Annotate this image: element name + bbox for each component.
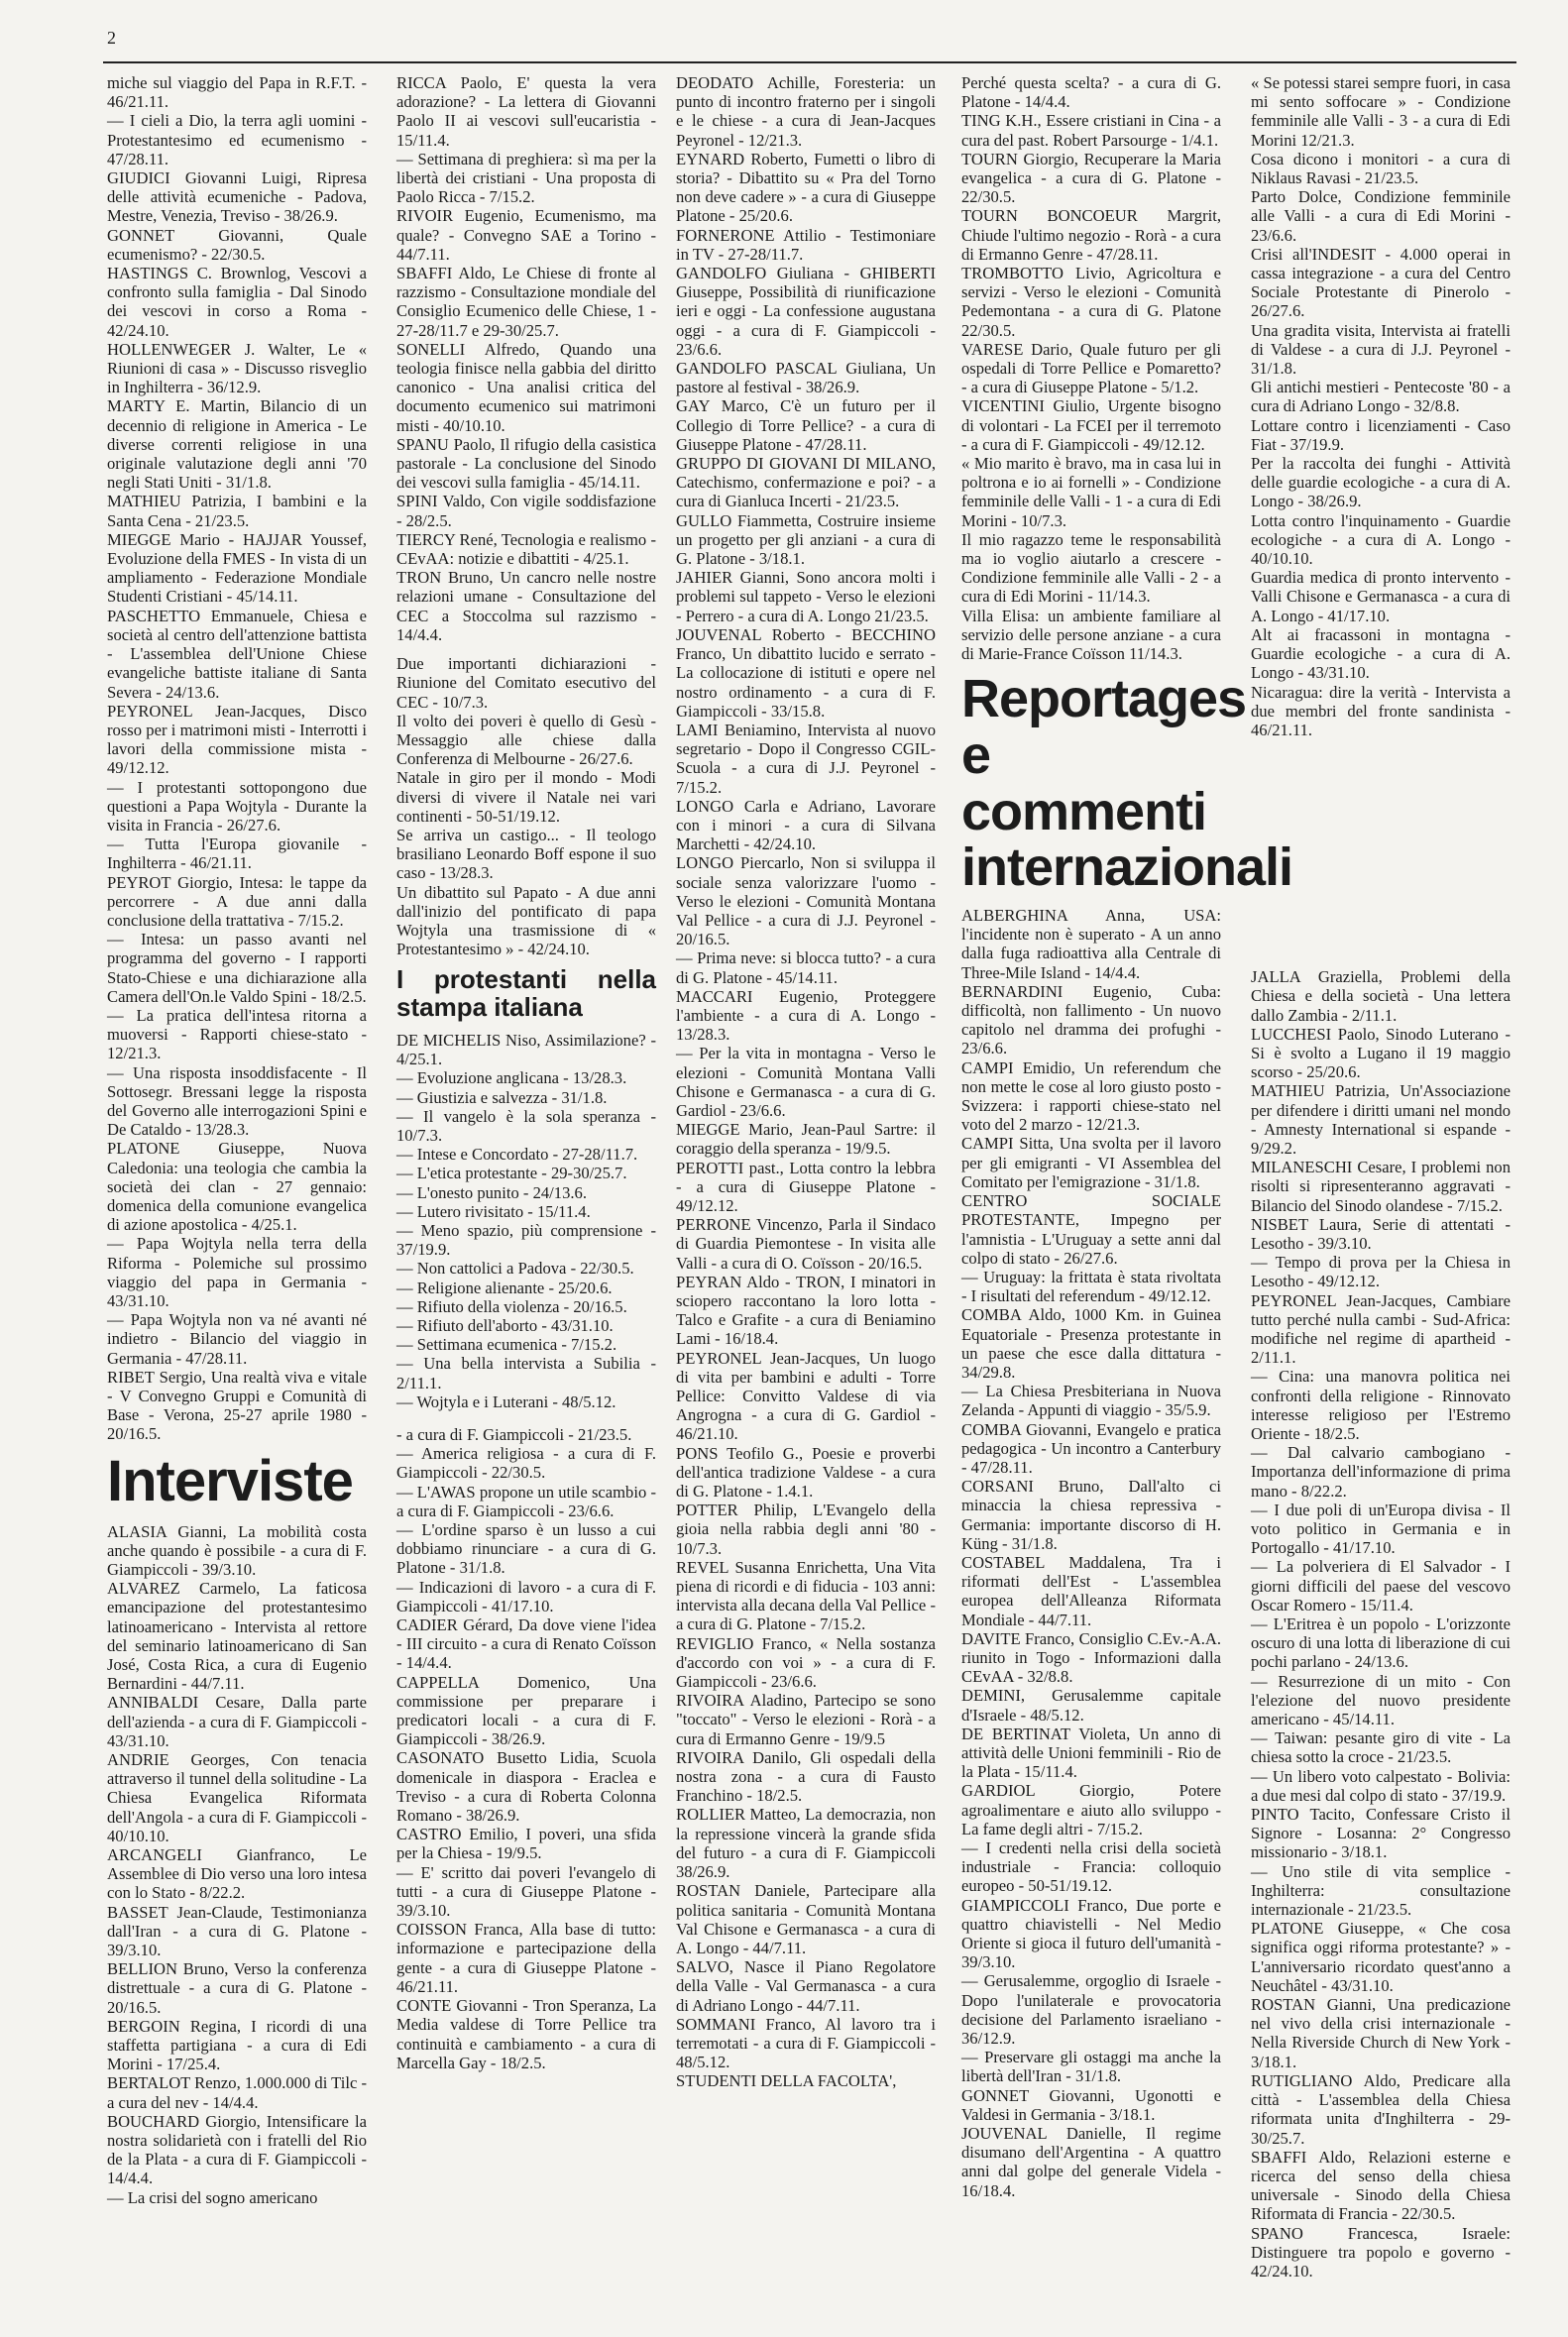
index-entry: TRON Bruno, Un cancro nelle nostre relazioni umane - Consultazione del CEC a Stoccolma sul razzismo - 14/4.4. <box>396 568 656 644</box>
index-entry: CADIER Gérard, Da dove viene l'idea - III circuito - a cura di Renato Coïsson - 14/4.4. <box>396 1615 656 1673</box>
index-entry: Lottare contro i licenziamenti - Caso Fiat - 37/19.9. <box>1251 415 1511 454</box>
index-entry: SBAFFI Aldo, Relazioni esterne e ricerca del senso della chiesa universale - Sinodo della Chiesa Riformata di Francia - 22/30.5. <box>1251 2147 1511 2224</box>
index-entry: — Settimana ecumenica - 7/15.2. <box>396 1335 617 1355</box>
index-entry: — Rifiuto dell'aborto - 43/31.10. <box>396 1315 614 1335</box>
section-heading: Reportages e commenti internazionali <box>961 669 1293 898</box>
index-entry: BASSET Jean-Claude, Testimonianza dall'Iran - a cura di G. Platone - 39/3.10. <box>107 1902 367 1959</box>
index-entry: LONGO Carla e Adriano, Lavorare con i minori - a cura di Silvana Marchetti - 42/24.10. <box>676 796 936 854</box>
index-entry: — Rifiuto della violenza - 20/16.5. <box>396 1296 627 1316</box>
index-entry: — Preservare gli ostaggi ma anche la libertà dell'Iran - 31/1.8. <box>961 2048 1221 2086</box>
index-entry: ROLLIER Matteo, La democrazia, non la repressione vincerà la grande sfida del futuro - a cura di F. Giampiccoli 38/26.9. <box>676 1805 936 1882</box>
index-entry: — Cina: una manovra politica nei confronti della religione - Rinnovato interesse religioso per l'Estremo Oriente - 18/2.5. <box>1251 1367 1511 1443</box>
index-entry: — L'etica protestante - 29-30/25.7. <box>396 1164 627 1183</box>
index-entry: DEMINI, Gerusalemme capitale d'Israele - 48/5.12. <box>961 1686 1221 1725</box>
index-entry: ROSTAN Gianni, Una predicazione nel vivo della crisi internazionale - Nella Riverside Church di New York - 3/18.1. <box>1251 1995 1511 2071</box>
index-entry: VICENTINI Giulio, Urgente bisogno di volontari - La FCEI per il terremoto - a cura di F. Giampiccoli - 49/12.12. <box>961 396 1221 454</box>
index-entry: Nicaragua: dire la verità - Intervista a due membri del fronte sandinista - 46/21.11. <box>1251 682 1511 739</box>
spacer <box>396 644 656 654</box>
column-1 <box>107 73 367 2207</box>
index-entry: — Indicazioni di lavoro - a cura di F. Giampiccoli - 41/17.10. <box>396 1577 656 1615</box>
index-entry: Gli antichi mestieri - Pentecoste '80 - a cura di Adriano Longo - 32/8.8. <box>1251 378 1511 416</box>
index-entry: TOURN Giorgio, Recuperare la Maria evangelica - a cura di G. Platone - 22/30.5. <box>961 149 1221 207</box>
column-5 <box>1251 73 1511 2281</box>
index-entry: — L'Eritrea è un popolo - L'orizzonte oscuro di una lotta di liberazione di cui pochi parlano - 24/13.6. <box>1251 1614 1511 1672</box>
index-entry: Cosa dicono i monitori - a cura di Niklaus Ravasi - 21/23.5. <box>1251 149 1511 188</box>
index-entry: CORSANI Bruno, Dall'alto ci minaccia la chiesa repressiva - Germania: importante discorso di H. Küng - 31/1.8. <box>961 1477 1221 1553</box>
index-entry: — I protestanti sottopongono due questioni a Papa Wojtyla - Durante la visita in Francia - 26/27.6. <box>107 777 367 835</box>
index-entry: ARCANGELI Gianfranco, Le Assemblee di Dio verso una loro intesa con lo Stato - 8/22.2. <box>107 1844 367 1903</box>
index-entry: — I credenti nella crisi della società industriale - Francia: colloquio europeo - 50-51/19.12. <box>961 1838 1221 1896</box>
index-entry: PEROTTI past., Lotta contro la lebbra - a cura di Giuseppe Platone - 49/12.12. <box>676 1158 936 1215</box>
index-entry: MATHIEU Patrizia, I bambini e la Santa Cena - 21/23.5. <box>107 492 367 530</box>
index-entry: COSTABEL Maddalena, Tra i riformati dell'Est - L'assemblea europea dell'Alleanza Riformata Mondiale - 44/7.11. <box>961 1552 1221 1629</box>
index-entry: RUTIGLIANO Aldo, Predicare alla città - L'assemblea della Chiesa riformata unita d'Inghilterra - 29-30/25.7. <box>1251 2070 1511 2148</box>
index-entry: miche sul viaggio del Papa in R.F.T. - 46/21.11. <box>107 73 367 112</box>
column-3 <box>676 73 936 2091</box>
index-entry: GANDOLFO PASCAL Giuliana, Un pastore al festival - 38/26.9. <box>676 359 936 397</box>
index-entry: — Papa Wojtyla nella terra della Riforma - Polemiche sul prossimo viaggio del papa in Germania - 43/31.10. <box>107 1234 367 1310</box>
index-entry: — Meno spazio, più comprensione - 37/19.9. <box>396 1220 656 1260</box>
index-entry: — E' scritto dai poveri l'evangelo di tutti - a cura di Giuseppe Platone - 39/3.10. <box>396 1862 656 1921</box>
index-entry: Crisi all'INDESIT - 4.000 operai in cassa integrazione - a cura del Centro Sociale Protestante di Pinerolo - 26/27.6. <box>1251 244 1511 321</box>
index-entry: — Settimana di preghiera: sì ma per la libertà dei cristiani - Una proposta di Paolo Ricca - 7/15.2. <box>396 149 656 207</box>
index-entry: REVEL Susanna Enrichetta, Una Vita piena di ricordi e di fiducia - 103 anni: intervista alla decana della Val Pellice - a cura di G. Platone - 7/15.2. <box>676 1557 936 1634</box>
index-entry: CAMPI Sitta, Una svolta per il lavoro per gli emigranti - VI Assemblea del Comitato per l'emigrazione - 31/1.8. <box>961 1134 1221 1191</box>
index-entry: RIVOIR Eugenio, Ecumenismo, ma quale? - Convegno SAE a Torino - 44/7.11. <box>396 206 656 264</box>
index-entry: — Gerusalemme, orgoglio di Israele - Dopo l'unilaterale e provocatoria decisione del Parlamento israeliano - 36/12.9. <box>961 1971 1221 2049</box>
index-entry: — La pratica dell'intesa ritorna a muoversi - Rapporti chiese-stato - 12/21.3. <box>107 1005 367 1063</box>
index-entry: — Lutero rivisitato - 15/11.4. <box>396 1201 591 1221</box>
index-entry: RICCA Paolo, E' questa la vera adorazione? - La lettera di Giovanni Paolo II ai vescovi sull'eucaristia - 15/11.4. <box>396 73 656 150</box>
index-entry: GULLO Fiammetta, Costruire insieme un progetto per gli anziani - a cura di G. Platone - 3/18.1. <box>676 510 936 569</box>
index-entry: PLATONE Giuseppe, Nuova Caledonia: una teologia che cambia la società dei clan - 27 gennaio: domenica della comunione evangelica di azione apostolica - 4/25.1. <box>107 1139 367 1235</box>
index-entry: REVIGLIO Franco, « Nella sostanza d'accordo con voi » - a cura di F. Giampiccoli - 23/6.6. <box>676 1633 936 1692</box>
index-entry: CASONATO Busetto Lidia, Scuola domenicale in diaspora - Eraclea e Treviso - a cura di Roberta Colonna Romano - 38/26.9. <box>396 1748 656 1826</box>
index-entry: DE MICHELIS Niso, Assimilazione? - 4/25.1. <box>396 1030 656 1069</box>
page-number: 2 <box>107 28 116 48</box>
index-entry: SOMMANI Franco, Al lavoro tra i terremotati - a cura di F. Giampiccoli - 48/5.12. <box>676 2014 936 2072</box>
index-entry: ALASIA Gianni, La mobilità costa anche quando è possibile - a cura di F. Giampiccoli - 39/3.10. <box>107 1521 367 1579</box>
index-entry: Natale in giro per il mondo - Modi diversi di vivere il Natale nei vari continenti - 50-51/19.12. <box>396 768 656 826</box>
index-entry: PERRONE Vincenzo, Parla il Sindaco di Guardia Piemontese - In visita alle Valli - a cura di O. Coïsson - 20/16.5. <box>676 1215 936 1273</box>
index-entry: Per la raccolta dei funghi - Attività delle guardie ecologiche - a cura di A. Longo - 38/26.9. <box>1251 454 1511 511</box>
section-heading: Interviste <box>107 1448 353 1513</box>
index-entry: PEYRONEL Jean-Jacques, Cambiare tutto perché nulla cambi - Sud-Africa: modifiche nel regime di apartheid - 2/11.1. <box>1251 1290 1511 1368</box>
index-entry: — Papa Wojtyla non va né avanti né indietro - Bilancio del viaggio in Germania - 47/28.11. <box>107 1310 367 1368</box>
index-entry: — Giustizia e salvezza - 31/1.8. <box>396 1087 608 1107</box>
index-entry: CONTE Giovanni - Tron Speranza, La Media valdese di Torre Pellice tra continuità e cambiamento - a cura di Marcella Gay - 18/2.5. <box>396 1996 656 2072</box>
index-entry: DAVITE Franco, Consiglio C.Ev.-A.A. riunito in Togo - Informazioni dalla CEvAA - 32/8.8. <box>961 1628 1221 1687</box>
index-entry: MARTY E. Martin, Bilancio di un decennio di religione in America - Le diverse correnti religiose in una originale valutazione degli anni '70 negli Stati Uniti - 31/1.8. <box>107 396 367 493</box>
index-entry: Alt ai fracassoni in montagna - Guardie ecologiche - a cura di A. Longo - 43/31.10. <box>1251 624 1511 683</box>
index-entry: Il mio ragazzo teme le responsabilità ma io voglio aiutarlo a crescere - Condizione femminile alle Valli - 2 - a cura di Edi Morini - 11/14.3. <box>961 529 1221 607</box>
index-entry: — L'AWAS propone un utile scambio - a cura di F. Giampiccoli - 23/6.6. <box>396 1482 656 1520</box>
index-entry: RIVOIRA Aladino, Partecipo se sono "toccato" - Verso le elezioni - Rorà - a cura di Ermanno Genre - 19/9.5 <box>676 1691 936 1748</box>
index-entry: — La Chiesa Presbiteriana in Nuova Zelanda - Appunti di viaggio - 35/5.9. <box>961 1382 1221 1420</box>
index-entry: ANDRIE Georges, Con tenacia attraverso il tunnel della solitudine - La Chiesa Evangelica Riformata dell'Angola - a cura di F. Giampiccoli - 40/10.10. <box>107 1749 367 1845</box>
column-2 <box>396 73 656 2072</box>
index-entry: ALBERGHINA Anna, USA: l'incidente non è superato - A un anno dalla fuga radioattiva alla Centrale di Three-Mile Island - 14/4.4. <box>961 906 1221 982</box>
index-entry: VARESE Dario, Quale futuro per gli ospedali di Torre Pellice e Pomaretto? - a cura di Giuseppe Platone - 5/1.2. <box>961 339 1221 397</box>
index-entry: — Prima neve: si blocca tutto? - a cura di G. Platone - 45/14.11. <box>676 948 936 987</box>
index-entry: TROMBOTTO Livio, Agricoltura e servizi - Verso le elezioni - Comunità Pedemontana - a cura di G. Platone 22/30.5. <box>961 264 1221 340</box>
section-heading: I protestanti nella stampa italiana <box>396 964 656 1022</box>
index-entry: GONNET Giovanni, Quale ecumenismo? - 22/30.5. <box>107 225 367 264</box>
index-entry: PEYRONEL Jean-Jacques, Disco rosso per i matrimoni misti - Interrotti i lavori della commissione mista - 49/12.12. <box>107 701 367 778</box>
index-entry: — Intesa: un passo avanti nel programma del governo - I rapporti Stato-Chiese e una dichiarazione alla Camera dell'On.le Valdo Spini - 18/2.5. <box>107 930 367 1006</box>
index-entry: Un dibattito sul Papato - A due anni dall'inizio del pontificato di papa Wojtyla una trasmissione di « Protestantesimo » - 42/24.10. <box>396 882 656 959</box>
index-entry: COMBA Aldo, 1000 Km. in Guinea Equatoriale - Presenza protestante in un paese che esce dalla dittatura - 34/29.8. <box>961 1305 1221 1382</box>
index-entry: — Resurrezione di un mito - Con l'elezione del nuovo presidente americano - 45/14.11. <box>1251 1671 1511 1729</box>
index-entry: — Una risposta insoddisfacente - Il Sottosegr. Bressani legge la risposta del Governo alle interrogazioni Spini e De Cataldo - 13/28.3. <box>107 1062 367 1140</box>
index-entry: — L'onesto punito - 24/13.6. <box>396 1182 587 1202</box>
index-entry: GIUDICI Giovanni Luigi, Ripresa delle attività ecumeniche - Padova, Mestre, Venezia, Treviso - 38/26.9. <box>107 168 367 226</box>
index-entry: SBAFFI Aldo, Le Chiese di fronte al razzismo - Consultazione mondiale del Consiglio Ecumenico delle Chiese, 1 - 27-28/11.7 e 29-30/25.7. <box>396 264 656 340</box>
index-entry: — I cieli a Dio, la terra agli uomini - Protestantesimo ed ecumenismo - 47/28.11. <box>107 111 367 168</box>
index-entry: MACCARI Eugenio, Proteggere l'ambiente - a cura di A. Longo - 13/28.3. <box>676 986 936 1045</box>
index-entry: BERNARDINI Eugenio, Cuba: difficoltà, non fallimento - Un nuovo capitolo nel dramma dei profughi - 23/6.6. <box>961 981 1221 1058</box>
index-entry: BERGOIN Regina, I ricordi di una staffetta partigiana - a cura di Edi Morini - 17/25.4. <box>107 2016 367 2074</box>
index-entry: TIERCY René, Tecnologia e realismo - CEvAA: notizie e dibattiti - 4/25.1. <box>396 529 656 569</box>
index-entry: Parto Dolce, Condizione femminile alle Valli - a cura di Edi Morini - 23/6.6. <box>1251 187 1511 245</box>
index-entry: — Wojtyla e i Luterani - 48/5.12. <box>396 1391 616 1411</box>
index-entry: Perché questa scelta? - a cura di G. Platone - 14/4.4. <box>961 73 1221 112</box>
index-entry: GAY Marco, C'è un futuro per il Collegio di Torre Pellice? - a cura di Giuseppe Platone - 47/28.11. <box>676 396 936 454</box>
index-entry: GONNET Giovanni, Ugonotti e Valdesi in Germania - 3/18.1. <box>961 2085 1221 2124</box>
index-entry: JOUVENAL Roberto - BECCHINO Franco, Un dibattito lucido e serrato - La collocazione di istituti e opere nel nostro ordinamento - a cura di F. Giampiccoli - 33/15.8. <box>676 624 936 721</box>
index-entry: « Se potessi starei sempre fuori, in casa mi sento soffocare » - Condizione femminile alle Valli - 3 - a cura di Edi Morini 12/21.3. <box>1251 73 1511 150</box>
index-entry: « Mio marito è bravo, ma in casa lui in poltrona e io ai fornelli » - Condizione femminile delle Valli - 1 - a cura di Edi Morini - 10/7.3. <box>961 454 1221 530</box>
index-entry: TING K.H., Essere cristiani in Cina - a cura del past. Robert Parsourge - 1/4.1. <box>961 111 1221 150</box>
index-entry: SPANU Paolo, Il rifugio della casistica pastorale - La conclusione del Sinodo dei vescovi sulla famiglia - 45/14.11. <box>396 434 656 493</box>
index-entry: Due importanti dichiarazioni - Riunione del Comitato esecutivo del CEC - 10/7.3. <box>396 654 656 712</box>
header-rule <box>103 61 1516 63</box>
index-entry: PEYRONEL Jean-Jacques, Un luogo di vita per bambini e adulti - Torre Pellice: Convitto Valdese di via Angrogna - a cura di G. Gardiol - 46/21.10. <box>676 1348 936 1444</box>
index-entry: CENTRO SOCIALE PROTESTANTE, Impegno per l'amnistia - L'Uruguay a sette anni dal colpo di stato - 26/27.6. <box>961 1191 1221 1268</box>
index-entry: JOUVENAL Danielle, Il regime disumano dell'Argentina - A quattro anni dal golpe del generale Videla - 16/18.4. <box>961 2124 1221 2200</box>
index-entry: — Non cattolici a Padova - 22/30.5. <box>396 1259 634 1279</box>
index-entry: MIEGGE Mario - HAJJAR Youssef, Evoluzione della FMES - In vista di un ampliamento - Federazione Mondiale Studenti Cristiani - 45/14.11. <box>107 529 367 607</box>
index-entry: ANNIBALDI Cesare, Dalla parte dell'azienda - a cura di F. Giampiccoli - 43/31.10. <box>107 1693 367 1750</box>
spacer <box>396 1411 656 1425</box>
index-entry: — Taiwan: pesante giro di vite - La chiesa sotto la croce - 21/23.5. <box>1251 1728 1511 1767</box>
index-entry: GANDOLFO Giuliana - GHIBERTI Giuseppe, Possibilità di riunificazione ieri e oggi - La confessione augustana oggi - a cura di F. Giampiccoli - 23/6.6. <box>676 264 936 359</box>
index-entry: — Uruguay: la frittata è stata rivoltata - I risultati del referendum - 49/12.12. <box>961 1267 1221 1306</box>
index-entry: — Una bella intervista a Subilia - 2/11.1. <box>396 1354 656 1392</box>
index-entry: ALVAREZ Carmelo, La faticosa emancipazione del protestantesimo latinoamericano - Intervista al rettore del seminario latinoamericano di San José, Costa Rica, a cura di Eugenio Bernardini - 44/7.11. <box>107 1579 367 1694</box>
index-entry: Il volto dei poveri è quello di Gesù - Messaggio alle chiese dalla Conferenza di Melbourne - 26/27.6. <box>396 711 656 769</box>
index-entry: HASTINGS C. Brownlog, Vescovi a confronto sulla famiglia - Dal Sinodo dei vescovi in corso a Roma - 42/24.10. <box>107 264 367 340</box>
index-entry: LAMI Beniamino, Intervista al nuovo segretario - Dopo il Congresso CGIL- Scuola - a cura di J.J. Peyronel - 7/15.2. <box>676 720 936 797</box>
index-entry: Villa Elisa: un ambiente familiare al servizio delle persone anziane - a cura di Marie-France Coïsson 11/14.3. <box>961 606 1221 664</box>
index-entry: — Per la vita in montagna - Verso le elezioni - Comunità Montana Valli Chisone e Germanasca - a cura di G. Gardiol - 23/6.6. <box>676 1044 936 1120</box>
index-entry: — La crisi del sogno americano <box>107 2187 318 2207</box>
index-entry: GRUPPO DI GIOVANI DI MILANO, Catechismo, confermazione e poi? - a cura di Gianluca Incerti - 21/23.5. <box>676 454 936 511</box>
column-4 <box>961 73 1293 2200</box>
index-entry: STUDENTI DELLA FACOLTA', <box>676 2071 897 2091</box>
index-entry: MATHIEU Patrizia, Un'Associazione per difendere i diritti umani nel mondo - Amnesty International si espande - 9/29.2. <box>1251 1081 1511 1158</box>
index-entry: PASCHETTO Emmanuele, Chiesa e società al centro dell'attenzione battista - L'assemblea dell'Unione Chiese evangeliche battiste italiane di Santa Severa - 24/13.6. <box>107 606 367 702</box>
index-entry: JALLA Graziella, Problemi della Chiesa e della società - Una lettera dallo Zambia - 2/11.1. <box>1251 967 1511 1025</box>
index-entry: BERTALOT Renzo, 1.000.000 di Tilc - a cura del nev - 14/4.4. <box>107 2073 367 2112</box>
index-entry: CAMPI Emidio, Un referendum che non mette le cose al loro giusto posto - Svizzera: i rapporti chiese-stato nel voto del 2 marzo - 12/21.3. <box>961 1057 1221 1135</box>
index-entry: — Dal calvario cambogiano - Importanza dell'informazione di prima mano - 8/22.2. <box>1251 1443 1511 1501</box>
index-entry: LUCCHESI Paolo, Sinodo Luterano - Si è svolto a Lugano il 19 maggio scorso - 25/20.6. <box>1251 1024 1511 1082</box>
index-entry: — L'ordine sparso è un lusso a cui dobbiamo rinunciare - a cura di G. Platone - 31/1.8. <box>396 1520 656 1578</box>
index-entry: ROSTAN Daniele, Partecipare alla politica sanitaria - Comunità Montana Val Chisone e Germanasca - a cura di A. Longo - 44/7.11. <box>676 1881 936 1957</box>
index-entry: CAPPELLA Domenico, Una commissione per preparare i predicatori locali - a cura di F. Giampiccoli - 38/26.9. <box>396 1672 656 1749</box>
index-entry: PINTO Tacito, Confessare Cristo il Signore - Losanna: 2° Congresso missionario - 3/18.1. <box>1251 1805 1511 1862</box>
index-entry: SPINI Valdo, Con vigile soddisfazione - 28/2.5. <box>396 492 656 530</box>
index-entry: — Tempo di prova per la Chiesa in Lesotho - 49/12.12. <box>1251 1253 1511 1291</box>
index-entry: — America religiosa - a cura di F. Giampiccoli - 22/30.5. <box>396 1444 656 1483</box>
index-entry: MIEGGE Mario, Jean-Paul Sartre: il coraggio della speranza - 19/9.5. <box>676 1120 936 1159</box>
index-entry: PEYROT Giorgio, Intesa: le tappe da percorrere - A due anni dalla conclusione della trattativa - 7/15.2. <box>107 872 367 930</box>
index-entry: — Evoluzione anglicana - 13/28.3. <box>396 1068 627 1088</box>
index-entry: NISBET Laura, Serie di attentati - Lesotho - 39/3.10. <box>1251 1214 1511 1253</box>
index-entry: SPANO Francesca, Israele: Distinguere tra popolo e governo - 42/24.10. <box>1251 2223 1511 2281</box>
index-entry: PLATONE Giuseppe, « Che cosa significa oggi riforma protestante? » - L'anniversario ricordato quest'anno a Neuchâtel - 43/31.10. <box>1251 1919 1511 1995</box>
index-entry: EYNARD Roberto, Fumetti o libro di storia? - Dibattito su « Pra del Torno non deve cadere » - a cura di Giuseppe Platone - 25/20.6. <box>676 149 936 226</box>
index-entry: JAHIER Gianni, Sono ancora molti i problemi sul tappeto - Verso le elezioni - Perrero - a cura di A. Longo 21/23.5. <box>676 568 936 625</box>
index-entry: — Tutta l'Europa giovanile - Inghilterra - 46/21.11. <box>107 835 367 873</box>
index-entry: — Uno stile di vita semplice - Inghilterra: consultazione internazionale - 21/23.5. <box>1251 1861 1511 1920</box>
index-entry: — Il vangelo è la sola speranza - 10/7.3. <box>396 1106 656 1145</box>
index-entry: — Religione alienante - 25/20.6. <box>396 1278 613 1297</box>
index-entry: — I due poli di un'Europa divisa - Il voto politico in Germania e in Portogallo - 41/17.10. <box>1251 1500 1511 1558</box>
index-entry: SONELLI Alfredo, Quando una teologia finisce nella gabbia del diritto canonico - Una analisi critica del documento ecumenico sui matrimoni misti - 40/10.10. <box>396 339 656 435</box>
index-entry: DE BERTINAT Violeta, Un anno di attività delle Unioni femminili - Rio de la Plata - 15/11.4. <box>961 1724 1221 1782</box>
index-entry: GARDIOL Giorgio, Potere agroalimentare e aiuto allo sviluppo - La fame degli altri - 7/15.2. <box>961 1781 1221 1838</box>
index-entry: GIAMPICCOLI Franco, Due porte e quattro chiavistelli - Nel Medio Oriente si gioca il futuro dell'umanità - 39/3.10. <box>961 1895 1221 1972</box>
index-entry: SALVO, Nasce il Piano Regolatore della Valle - Val Germanasca - a cura di Adriano Longo - 44/7.11. <box>676 1957 936 2015</box>
index-entry: Guardia medica di pronto intervento - Valli Chisone e Germanasca - a cura di A. Longo - 41/17.10. <box>1251 568 1511 625</box>
index-entry: FORNERONE Attilio - Testimoniare in TV - 27-28/11.7. <box>676 225 936 264</box>
spacer <box>1251 739 1511 967</box>
index-entry: Lotta contro l'inquinamento - Guardie ecologiche - a cura di A. Longo - 40/10.10. <box>1251 510 1511 569</box>
index-entry: MILANESCHI Cesare, I problemi non risolti si ripresenteranno aggravati - Bilancio del Sinodo olandese - 7/15.2. <box>1251 1158 1511 1215</box>
index-entry: BELLION Bruno, Verso la conferenza distrettuale - a cura di G. Platone - 20/16.5. <box>107 1959 367 2017</box>
index-entry: RIVOIRA Danilo, Gli ospedali della nostra zona - a cura di Fausto Franchino - 18/2.5. <box>676 1747 936 1806</box>
index-entry: Una gradita visita, Intervista ai fratelli di Valdese - a cura di J.J. Peyronel - 31/1.8. <box>1251 320 1511 379</box>
index-entry: - a cura di F. Giampiccoli - 21/23.5. <box>396 1425 632 1444</box>
index-entry: — Intese e Concordato - 27-28/11.7. <box>396 1145 638 1165</box>
index-entry: Se arriva un castigo... - Il teologo brasiliano Leonardo Boff espone il suo caso - 13/28.3. <box>396 825 656 883</box>
index-entry: RIBET Sergio, Una realtà viva e vitale - V Convegno Gruppi e Comunità di Base - Verona, 25-27 aprile 1980 - 20/16.5. <box>107 1367 367 1444</box>
index-entry: PONS Teofilo G., Poesie e proverbi dell'antica tradizione Valdese - a cura di G. Platone - 1.4.1. <box>676 1443 936 1502</box>
index-entry: — La polveriera di El Salvador - I giorni difficili del paese del vescovo Oscar Romero - 15/11.4. <box>1251 1557 1511 1614</box>
index-entry: CASTRO Emilio, I poveri, una sfida per la Chiesa - 19/9.5. <box>396 1825 656 1863</box>
index-entry: — Un libero voto calpestato - Bolivia: a due mesi dal colpo di stato - 37/19.9. <box>1251 1766 1511 1805</box>
index-entry: POTTER Philip, L'Evangelo della gioia nella rabbia degli anni '80 - 10/7.3. <box>676 1501 936 1558</box>
index-entry: COMBA Giovanni, Evangelo e pratica pedagogica - Un incontro a Canterbury - 47/28.11. <box>961 1419 1221 1477</box>
index-entry: TOURN BONCOEUR Margrit, Chiude l'ultimo negozio - Rorà - a cura di Ermanno Genre - 47/28.11. <box>961 206 1221 264</box>
index-entry: COISSON Franca, Alla base di tutto: informazione e partecipazione della gente - a cura di Giuseppe Platone - 46/21.11. <box>396 1920 656 1996</box>
index-entry: PEYRAN Aldo - TRON, I minatori in sciopero raccontano la loro lotta - Talco e Grafite - a cura di Beniamino Lami - 16/18.4. <box>676 1272 936 1349</box>
index-entry: HOLLENWEGER J. Walter, Le « Riunioni di casa » - Discusso risveglio in Inghilterra - 36/12.9. <box>107 339 367 397</box>
index-entry: LONGO Piercarlo, Non si sviluppa il sociale senza valorizzare l'uomo - Verso le elezioni - Comunità Montana Val Pellice - a cura di J.J. Peyronel - 20/16.5. <box>676 853 936 949</box>
index-entry: BOUCHARD Giorgio, Intensificare la nostra solidarietà con i fratelli del Rio de la Plata - a cura di F. Giampiccoli - 14/4.4. <box>107 2111 367 2188</box>
index-entry: DEODATO Achille, Foresteria: un punto di incontro fraterno per i singoli e le chiese - a cura di Jean-Jacques Peyronel - 12/21.3. <box>676 73 936 150</box>
